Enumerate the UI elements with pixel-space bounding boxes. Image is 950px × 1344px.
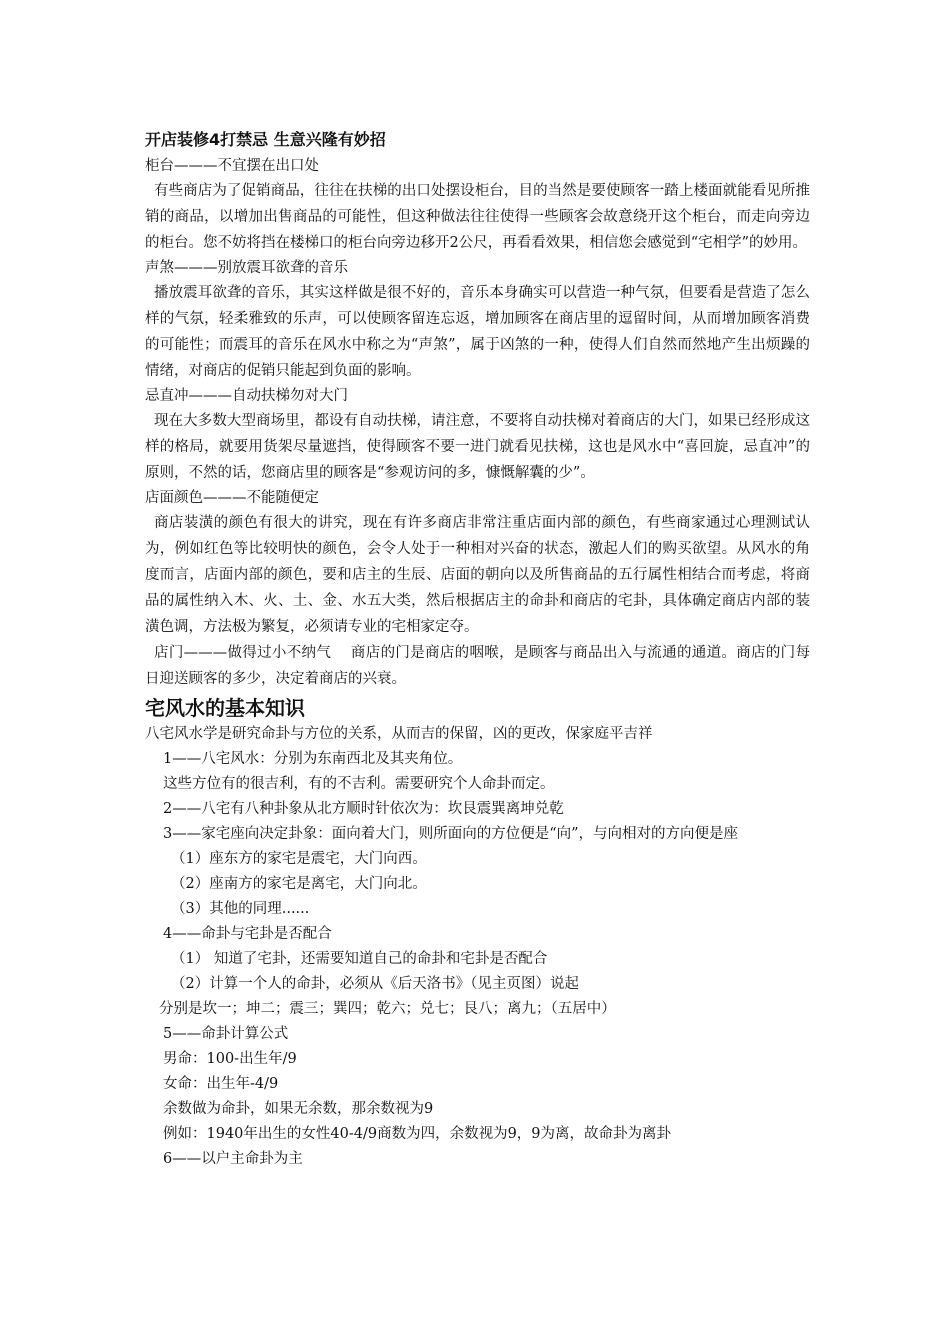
section-color (145, 486, 810, 640)
list-item: 6——以户主命卦为主 (163, 1151, 303, 1167)
section-escalator (145, 384, 810, 486)
list-item: 分别是坎一；坤二；震三；巽四；乾六；兑七；艮八；离九；（五居中） (159, 1001, 616, 1017)
list-item: 余数做为命卦，如果无余数，那余数视为9 (163, 1101, 434, 1117)
list-item: 1——八宅风水：分别为东南西北及其夹角位。 (163, 751, 463, 767)
section-heading: 忌直冲———自动扶梯勿对大门 (145, 388, 348, 404)
section-sound (145, 256, 810, 384)
list-item: （3）其他的同理...... (171, 901, 310, 917)
list-item: 2——八宅有八种卦象从北方顺时针依次为：坎艮震巽离坤兑乾 (163, 801, 564, 817)
list-item: （2）座南方的家宅是离宅，大门向北。 (171, 876, 427, 892)
section-counter (145, 154, 810, 256)
list-item: 例如：1940年出生的女性40-4/9商数为四，余数视为9，9为离，故命卦为离卦 (163, 1126, 672, 1142)
list-item: （1）座东方的家宅是震宅，大门向西。 (171, 851, 427, 867)
section-paragraph: 现在大多数大型商场里，都设有自动扶梯，请注意，不要将自动扶梯对着商店的大门，如果已经形成这样的格局，就要用货架尽量遮挡，使得顾客不要一进门就看见扶梯，这也是风水中“喜回旋，忌直冲”的原则，不然的话，您商店里的顾客是“参观访问的多，慷慨解囊的少”。 (145, 413, 810, 481)
door-paragraph: 店门———做得过小不纳气 商店的门是商店的咽喉，是顾客与商品出入与流通的通道。商店的门每日迎送顾客的多少，决定着商店的兴衰。 (145, 645, 810, 687)
list-item: （1） 知道了宅卦，还需要知道自己的命卦和宅卦是否配合 (171, 951, 548, 967)
list-item: 4——命卦与宅卦是否配合 (163, 926, 332, 942)
list-item: 女命：出生年-4/9 (163, 1076, 279, 1092)
section-paragraph: 播放震耳欲聋的音乐，其实这样做是很不好的，音乐本身确实可以营造一种气氛，但要看是营造了怎么样的气氛，轻柔雅致的乐声，可以使顾客留连忘返，增加顾客在商店里的逗留时间，从而增加顾客消费的可能性；而震耳的音乐在风水中称之为“声煞”，属于凶煞的一种，使得人们自然而然地产生出烦躁的情绪，对商店的促销只能起到负面的影响。 (145, 285, 810, 379)
section-heading: 店面颜色———不能随便定 (145, 490, 319, 506)
list-item: 5——命卦计算公式 (163, 1026, 289, 1042)
list-item: （2）计算一个人的命卦，必须从《后天洛书》（见主页图）说起 (171, 976, 579, 992)
section-heading: 柜台———不宜摆在出口处 (145, 158, 319, 174)
article-title: 开店装修4打禁忌 生意兴隆有妙招 (145, 130, 386, 149)
list-item: 3——家宅座向决定卦象：面向着大门，则所面向的方位便是“向”，与向相对的方向便是座 (163, 826, 739, 842)
second-title: 宅风水的基本知识 (145, 696, 305, 720)
list-item: 男命：100-出生年/9 (163, 1051, 297, 1067)
section-heading: 声煞———别放震耳欲聋的音乐 (145, 260, 348, 276)
section-paragraph: 有些商店为了促销商品，往往在扶梯的出口处摆设柜台，目的当然是要使顾客一踏上楼面就能看见所推销的商品，以增加出售商品的可能性，但这种做法往往使得一些顾客会故意绕开这个柜台，而走向旁边的柜台。您不妨将挡在楼梯口的柜台向旁边移开2公尺，再看看效果，相信您会感觉到“宅相学”的妙用。 (145, 183, 810, 251)
intro-line: 八宅风水学是研究命卦与方位的关系，从而吉的保留，凶的更改，保家庭平吉祥 (145, 726, 653, 742)
list-item: 这些方位有的很吉利，有的不吉利。需要研究个人命卦而定。 (163, 776, 555, 792)
document-page (145, 122, 810, 1172)
section-paragraph: 商店装潢的颜色有很大的讲究，现在有许多商店非常注重店面内部的颜色，有些商家通过心理测试认为，例如红色等比较明快的颜色，会令人处于一种相对兴奋的状态，激起人们的购买欲望。从风水的角度而言，店面内部的颜色，要和店主的生辰、店面的朝向以及所售商品的五行属性相结合而考虑，将商品的属性纳入木、火、土、金、水五大类，然后根据店主的命卦和商店的宅卦，具体确定商店内部的装潢色调，方法极为繁复，必须请专业的宅相家定夺。 (145, 515, 810, 635)
